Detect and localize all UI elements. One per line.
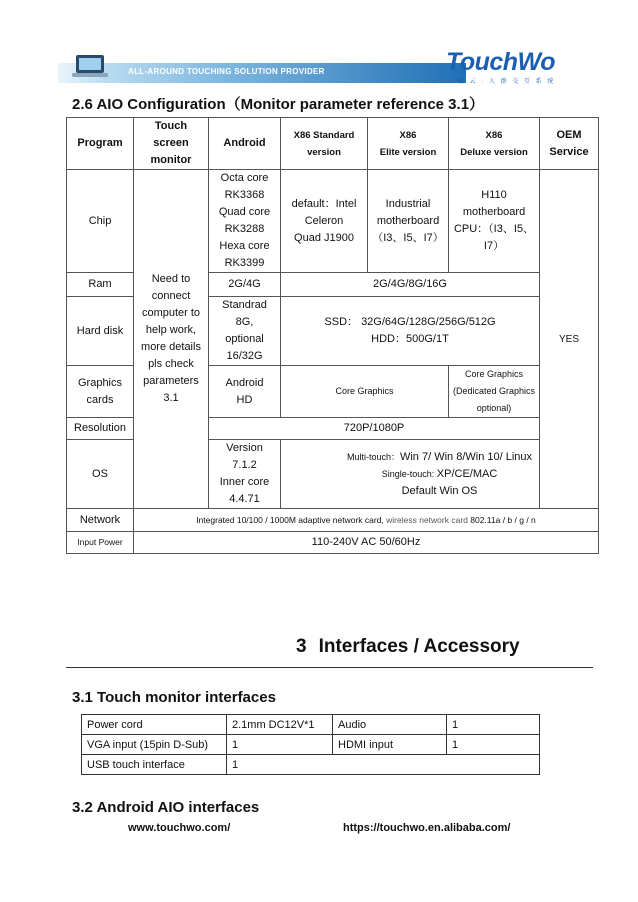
os-android: Version 7.1.2 Inner core 4.4.71 [209,440,281,509]
chip-android: Octa core RK3368 Quad core RK3288 Hexa core RK3399 [209,170,281,273]
row-label-network: Network [67,509,134,532]
row-label-os: OS [67,440,134,509]
header-touch-monitor: Touch screen monitor [134,118,209,170]
table-cell: 2.1mm DC12V*1 [227,715,333,735]
row-label-input-power: Input Power [67,532,134,554]
table-row [82,755,540,775]
brand-name: TouchWo [446,48,555,76]
header-oem: OEM Service [540,118,599,170]
tablet-icon [70,52,110,80]
header-program: Program [67,118,134,170]
table-row-chip [67,170,599,273]
footer-link-website[interactable]: www.touchwo.com/ [128,822,231,834]
graphics-x86: Core Graphics [281,366,449,418]
chip-x86-deluxe: H110 motherboard CPU：（I3、I5、 I7） [449,170,540,273]
section-title: 2.6 AIO Configuration（Monitor parameter reference 3.1） [72,96,485,113]
chapter-title: Interfaces / Accessory [318,636,520,657]
table-row [82,715,540,735]
table-cell: Audio [333,715,447,735]
chapter-divider [66,667,593,668]
table-cell: 1 [447,735,540,755]
network-value: Integrated 10/100 / 1000M adaptive network card, wireless network card 802.11a / b / g / n [134,509,599,532]
touch-interfaces-title: 3.1 Touch monitor interfaces [72,689,276,706]
table-cell: 1 [227,755,540,775]
table-cell: USB touch interface [82,755,227,775]
header-x86-elite: X86 Elite version [368,118,449,170]
row-label-graphics: Graphics cards [67,366,134,418]
row-label-hard-disk: Hard disk [67,297,134,366]
chip-x86-standard: default：Intel Celeron Quad J1900 [281,170,368,273]
table-row [82,735,540,755]
row-label-ram: Ram [67,273,134,297]
table-cell: Power cord [82,715,227,735]
graphics-x86-deluxe: Core Graphics (Dedicated Graphics optional) [449,366,540,418]
chapter-heading [296,636,520,658]
os-x86: Multi-touch：Win 7/ Win 8/Win 10/ Linux Single-touch: XP/CE/MAC Default Win OS [281,440,599,509]
footer-link-alibaba[interactable]: https://touchwo.en.alibaba.com/ [343,822,511,834]
hard-disk-x86: SSD： 32G/64G/128G/256G/512G HDD：500G/1T [281,297,540,366]
ram-android: 2G/4G [209,273,281,297]
android-interfaces-title: 3.2 Android AIO interfaces [72,799,260,816]
brand-logo [440,48,580,86]
resolution-value: 720P/1080P [209,418,540,440]
header-android: Android [209,118,281,170]
hard-disk-android: Standrad 8G, optional 16/32G [209,297,281,366]
graphics-android: Android HD [209,366,281,418]
table-row-input-power [67,532,599,554]
header-band [58,63,466,83]
header-x86-standard: X86 Standard version [281,118,368,170]
aio-config-table [66,117,599,554]
table-cell: HDMI input [333,735,447,755]
brand-subtitle: 触 云 · 人 群 交 互 系 统 [458,79,556,85]
table-cell: VGA input (15pin D-Sub) [82,735,227,755]
table-row-network [67,509,599,532]
table-header-row [67,118,599,170]
oem-value: YES [540,170,599,509]
input-power-value: 110-240V AC 50/60Hz [134,532,599,554]
chapter-number: 3 [296,636,307,657]
touch-interfaces-table [81,714,540,775]
header-x86-deluxe: X86 Deluxe version [449,118,540,170]
row-label-chip: Chip [67,170,134,273]
ram-x86: 2G/4G/8G/16G [281,273,540,297]
table-cell: 1 [227,735,333,755]
chip-x86-elite: Industrial motherboard （I3、I5、I7） [368,170,449,273]
header-tagline: ALL-AROUND TOUCHING SOLUTION PROVIDER [128,67,325,76]
table-cell: 1 [447,715,540,735]
row-label-resolution: Resolution [67,418,134,440]
touch-monitor-note: Need to connect computer to help work, more details pls check parameters 3.1 [134,170,209,509]
